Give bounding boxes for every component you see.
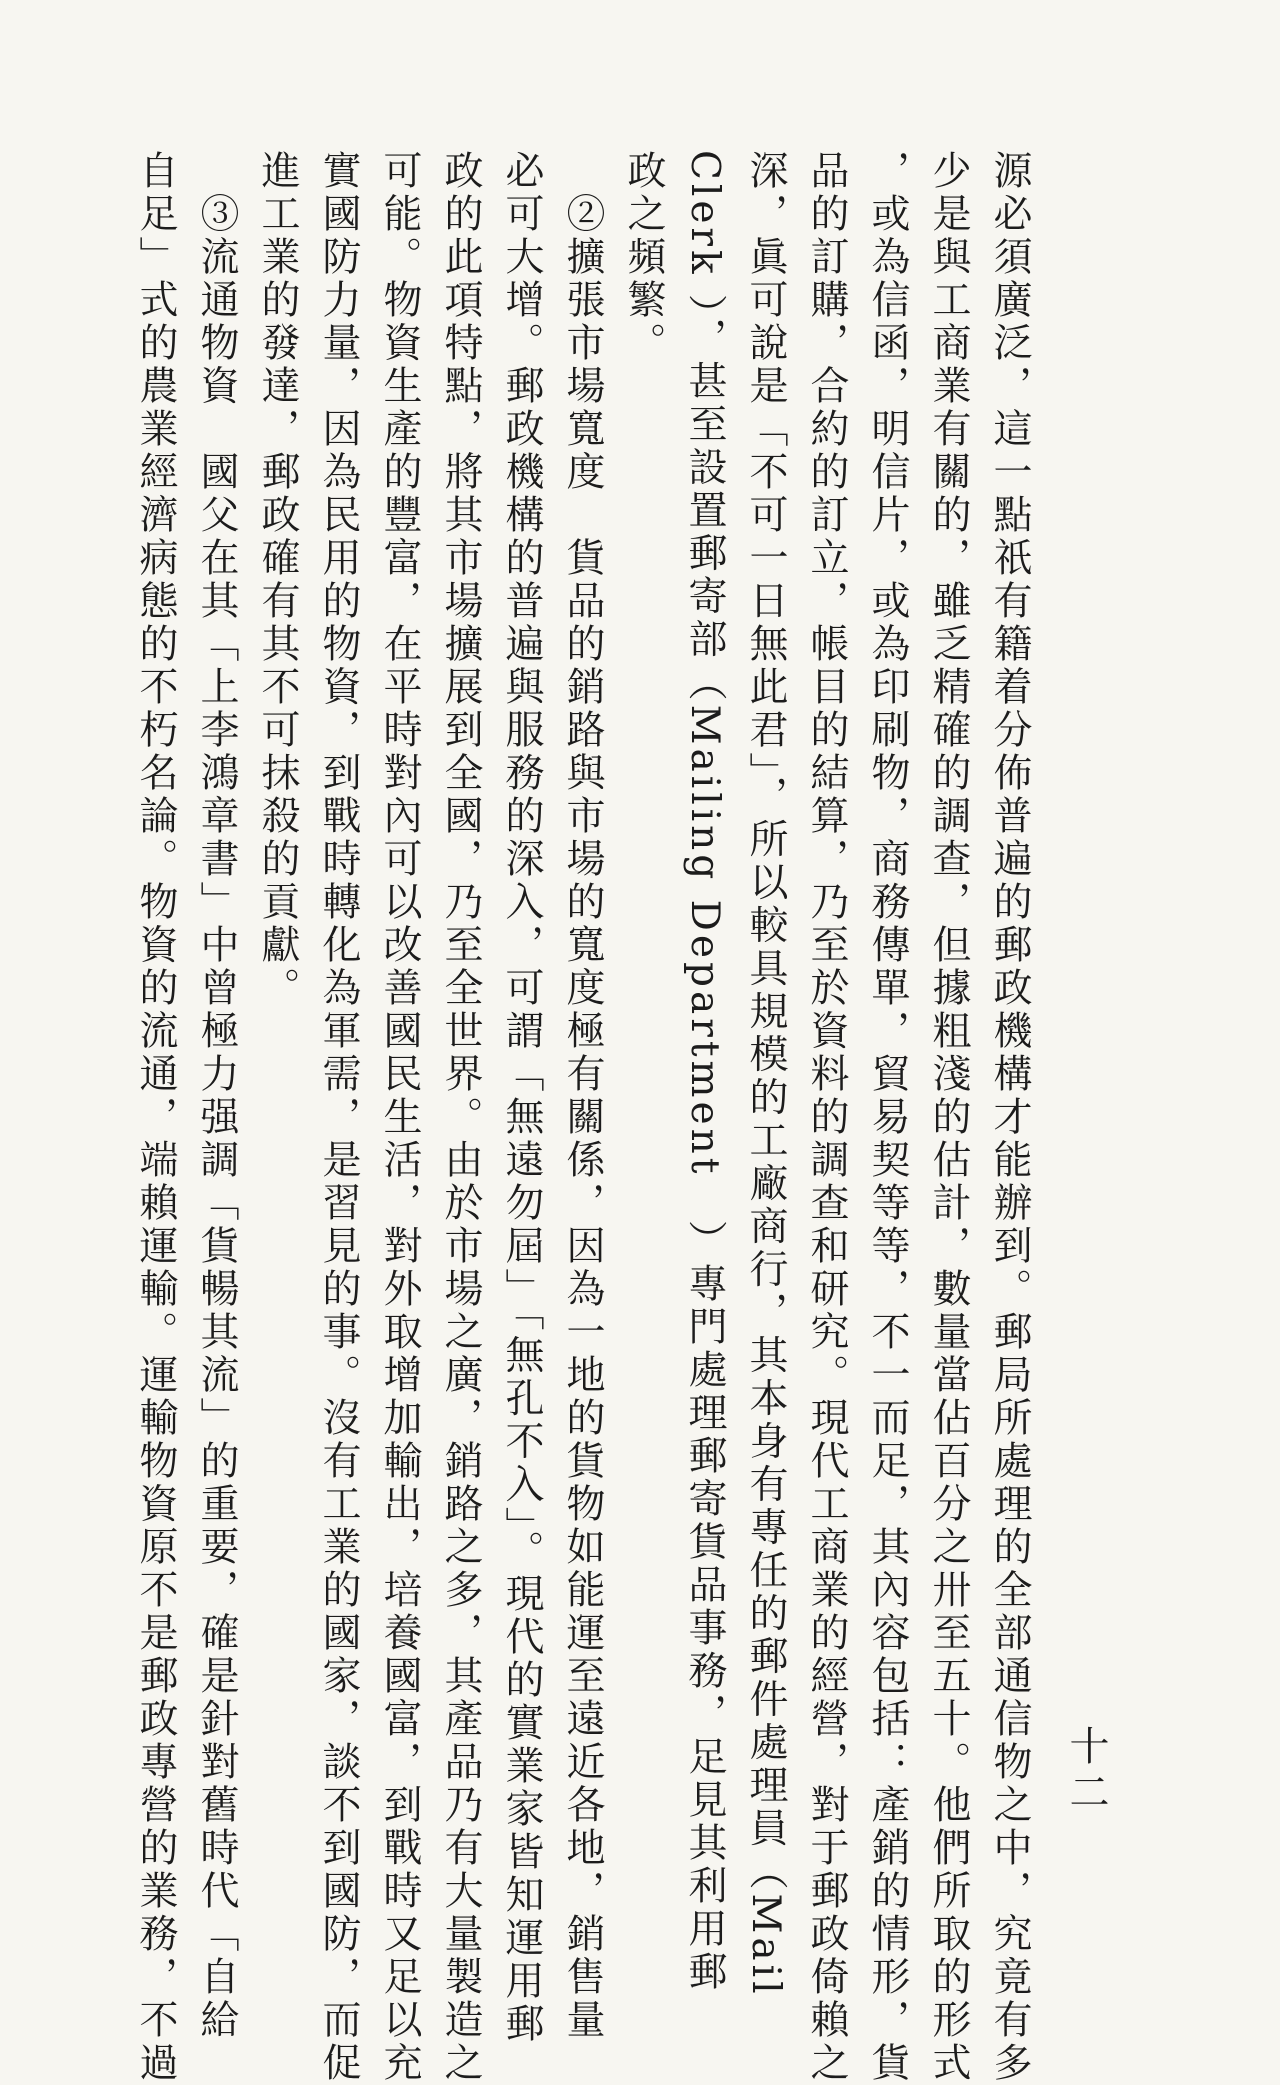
text-column: 可能。物資生產的豐富，在平時對內可以改善國民生活，對外取增加輸出，培養國富，到戰時又足以充 bbox=[377, 150, 422, 2085]
text-column: 品的訂購，合約的訂立，帳目的結算，乃至於資料的調查和研究。現代工商業的經營，對于郵政倚賴之 bbox=[804, 150, 849, 2085]
text-column: 政之頻繁。 bbox=[621, 150, 666, 365]
text-column: 深，眞可說是「不可一日無此君」，所以較具規模的工廠商行，其本身有專任的郵件處理員（Mail bbox=[743, 150, 788, 1998]
text-column: ，或為信函，明信片，或為印刷物，商務傳單，貿易契等等，不一而足，其內容包括：產銷的情形，貨 bbox=[865, 150, 910, 2085]
text-column: ②擴張市場寬度 貨品的銷路與市場的寬度極有關係，因為一地的貨物如能運至遠近各地，銷售量 bbox=[560, 150, 605, 2042]
text-column: 進工業的發達，郵政確有其不可抹殺的貢獻。 bbox=[255, 150, 300, 1010]
text-column: 源必須廣泛，這一點祇有籍着分佈普遍的郵政機構才能辦到。郵局所處理的全部通信物之中，究竟有多 bbox=[987, 150, 1032, 2085]
text-column: 必可大增。郵政機構的普遍與服務的深入，可謂「無遠勿屆」「無孔不入」。現代的實業家皆知運用郵 bbox=[499, 150, 544, 2046]
vertical-text-body bbox=[133, 150, 1040, 2085]
text-column: ③流通物資 國父在其「上李鴻章書」中曾極力强調「貨暢其流」的重要，確是針對舊時代「自給 bbox=[194, 150, 239, 2042]
text-column: 少是與工商業有關的，雖乏精確的調查，但據粗淺的估計，數量當佔百分之卅至五十。他們所取的形式 bbox=[926, 150, 971, 2085]
text-column: 自足」式的農業經濟病態的不朽名論。物資的流通，端賴運輸。運輸物資原不是郵政專營的業務，不過 bbox=[133, 150, 178, 2085]
page-number: 十二 bbox=[1063, 1725, 1109, 1817]
text-column: Clerk ），甚至設置郵寄部（Mailing Department ）專門處理郵寄貨品事務，足見其利用郵 bbox=[682, 150, 727, 1995]
text-column: 政的此項特點，將其市場擴展到全國，乃至全世界。由於市場之廣，銷路之多，其產品乃有大量製造之 bbox=[438, 150, 483, 2085]
text-column: 實國防力量，因為民用的物資，到戰時轉化為軍需，是習見的事。沒有工業的國家，談不到國防，而促 bbox=[316, 150, 361, 2085]
